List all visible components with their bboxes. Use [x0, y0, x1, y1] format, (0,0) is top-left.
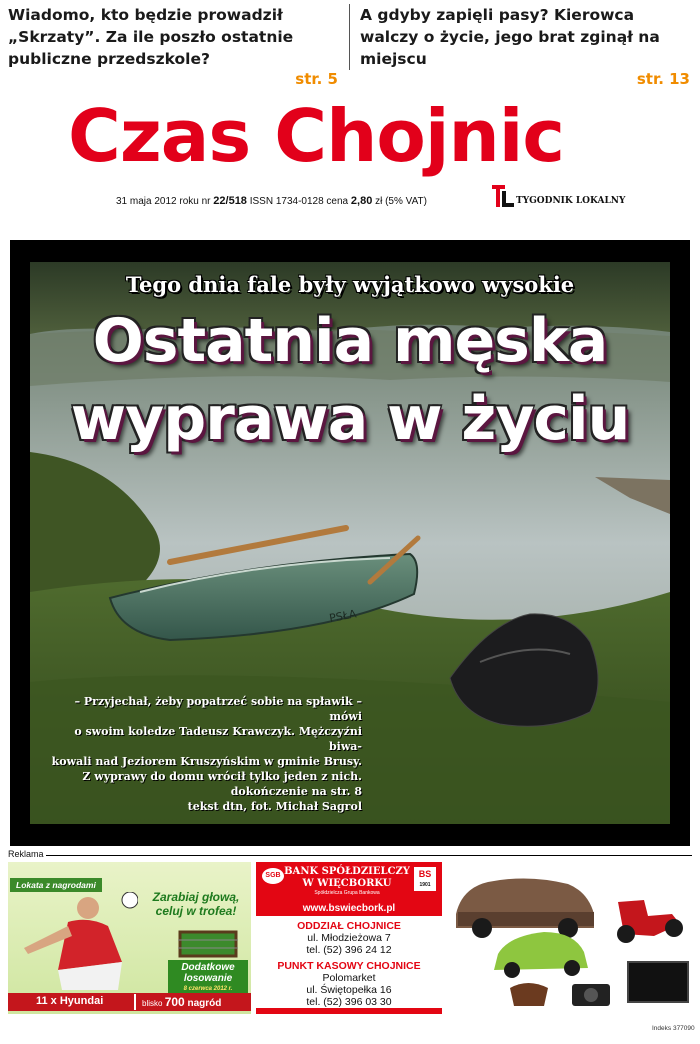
ad-draw-badge — [168, 960, 248, 997]
price-suffix: zł (5% VAT) — [372, 196, 427, 207]
prizes-illustration — [448, 862, 692, 1014]
ad-prize2-number: 700 — [164, 995, 185, 1009]
bank-name-line2: W WIĘCBORKU — [302, 878, 392, 889]
ad-prize2-suffix: nagród — [184, 998, 222, 1009]
ad-draw-title2: losowanie — [183, 973, 233, 984]
ad-prizes-images[interactable] — [448, 862, 692, 1014]
photo-credit: tekst dtn, fot. Michał Sagrol — [187, 800, 362, 813]
teaser-left[interactable] — [8, 4, 338, 88]
teaser-divider — [349, 4, 350, 70]
issue-number: 22/518 — [213, 195, 247, 207]
teaser-left-text: Wiadomo, kto będzie prowadził „Skrzaty”. Za ile poszło ostatnie publiczne przedszkole? — [8, 6, 294, 68]
ad-divider — [46, 855, 692, 856]
caption-line: Z wyprawy do domu wrócił tylko jeden z nich. — [82, 770, 362, 783]
ad-slogan — [142, 890, 250, 918]
branch1-title: ODDZIAŁ CHOJNICE — [297, 920, 401, 932]
indeks-number: Indeks 377090 — [652, 1025, 695, 1032]
price: 2,80 — [350, 195, 373, 207]
bank-sub: Spółdzielcza Grupa Bankowa — [314, 890, 380, 896]
branch1-address: ul. Młodzieżowa 7 — [307, 932, 391, 944]
bank-url[interactable]: www.bswiecbork.pl — [302, 903, 396, 914]
tl-label: TYGODNIK LOKALNY — [516, 196, 626, 206]
ad-tag: Lokata z nagrodami — [10, 878, 102, 892]
branch2-title: PUNKT KASOWY CHOJNICE — [277, 960, 421, 972]
bs-year: 1901 — [419, 882, 431, 888]
ad-slogan-line1: Zarabiaj głową, — [152, 890, 240, 904]
bs-logo-icon — [414, 867, 436, 891]
teaser-left-page: str. 5 — [295, 70, 338, 88]
ad-draw-title1: Dodatkowe — [181, 962, 235, 973]
branch2-phone: tel. (52) 396 03 30 — [306, 996, 392, 1008]
cover-headline-line1[interactable]: Ostatnia męska — [92, 306, 608, 376]
bank-name — [282, 866, 412, 897]
cover-caption — [40, 694, 362, 814]
cover-kicker: Tego dnia fale były wyjątkowo wysokie — [125, 272, 575, 297]
footballer-illustration — [18, 892, 138, 990]
masthead — [68, 96, 648, 196]
table-football-icon — [176, 926, 240, 960]
boat-marking: PSŁA — [328, 607, 358, 625]
ad-prize-sep — [134, 994, 136, 1010]
sgb-logo-icon: SGB — [262, 868, 284, 884]
issn: ISSN 1734-0128 cena — [246, 196, 351, 207]
ad-prize1: 11 x Hyundai — [36, 995, 104, 1007]
issue-info — [116, 195, 427, 207]
issue-prefix: 31 maja 2012 roku nr — [116, 196, 214, 207]
teaser-right-page: str. 13 — [636, 70, 690, 88]
teaser-right[interactable] — [360, 4, 690, 88]
ad-prize2 — [142, 995, 221, 1009]
caption-line: o swoim koledze Tadeusz Krawczyk. Mężczyźni biwa- — [74, 725, 362, 753]
ad-deposit-promo[interactable] — [8, 862, 251, 1014]
ad-label: Reklama — [8, 849, 44, 859]
bank-name-line1: BANK SPÓŁDZIELCZY — [284, 866, 410, 877]
tl-logo-icon — [492, 185, 514, 207]
branch2-address: ul. Świętopełka 16 — [306, 984, 392, 996]
ad-prize2-prefix: blisko — [142, 999, 165, 1008]
ad-draw-date: 8 czerwca 2012 r. — [183, 986, 233, 992]
caption-line: kowali nad Jeziorem Kruszyńskim w gminie Brusy. — [51, 755, 362, 768]
caption-line: – Przyjechał, żeby popatrzeć sobie na spławik – mówi — [74, 695, 362, 723]
masthead-logo: Czas Chojnic — [68, 94, 565, 178]
bs-logo-text: BS — [418, 869, 432, 879]
bank-branches — [256, 920, 442, 1008]
branch1-phone: tel. (52) 396 24 12 — [306, 944, 392, 956]
teaser-right-text: A gdyby zapięli pasy? Kierowca walczy o życie, jego brat zginął na miejscu — [360, 6, 660, 68]
continued-note[interactable]: dokończenie na str. 8 — [230, 785, 362, 798]
ad-slogan-line2: celuj w trofea! — [155, 904, 237, 918]
ad-bank[interactable] — [256, 862, 442, 1014]
cover-headline-line2[interactable]: wyprawa w życiu — [70, 384, 630, 454]
branch2-place: Polomarket — [322, 972, 376, 984]
